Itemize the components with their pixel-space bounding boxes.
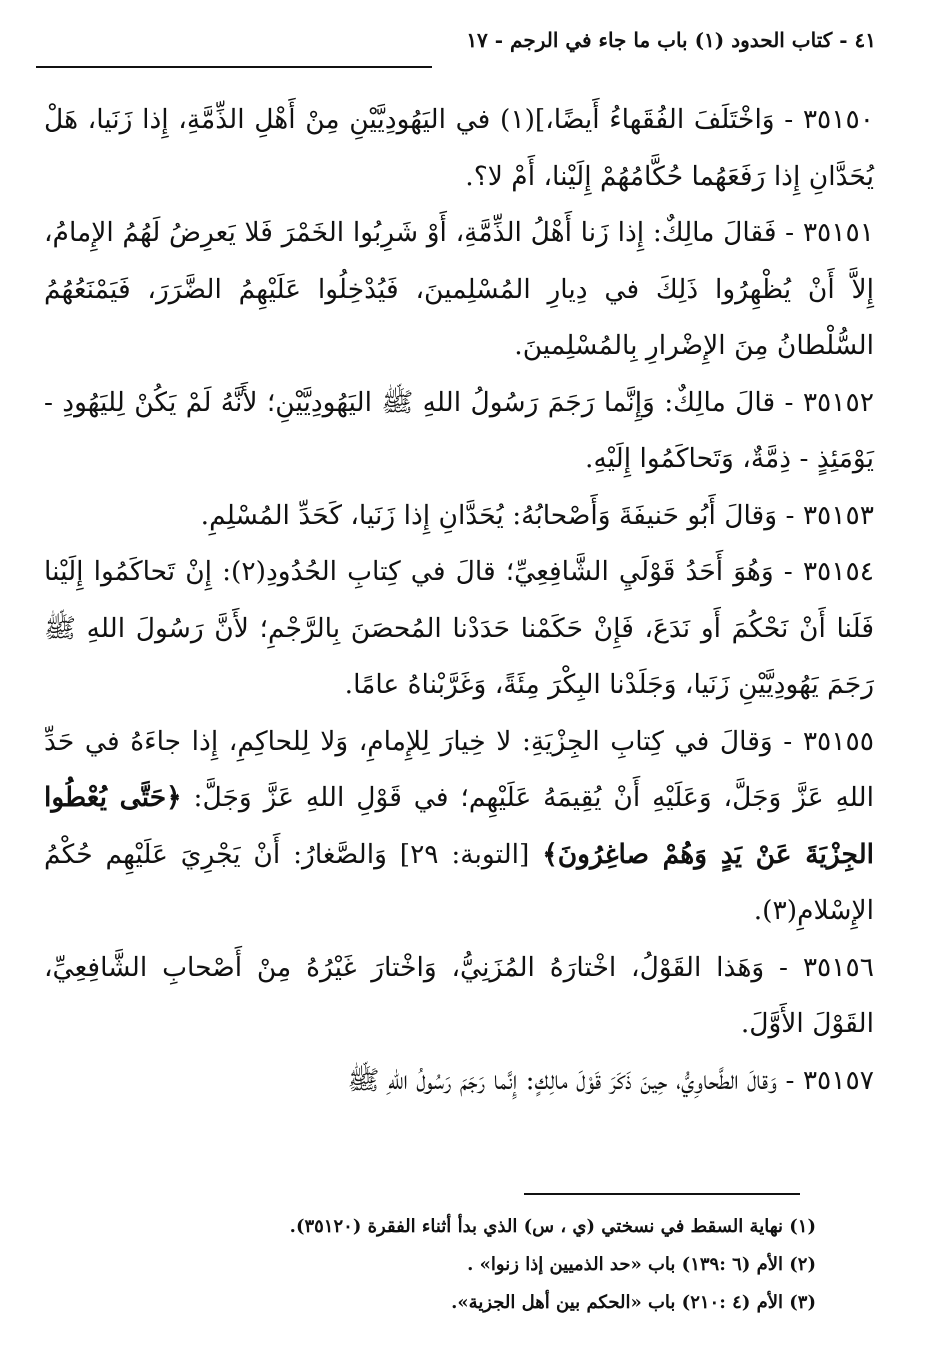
paragraph-35153: ٣٥١٥٣ - وَقالَ أَبُو حَنيفَةَ وَأَصْحابُهُ: يُحَدَّانِ إِذا زَنَيا، كَحَدِّ المُسْلِمِ. [200, 499, 874, 531]
footnote-2: (٢) الأم (٦ :١٣٩) باب «حد الذميين إذا زنوا» . [467, 1254, 816, 1275]
paragraph-35150: ٣٥١٥٠ - وَاخْتَلَفَ الفُقَهاءُ أَيضًا،](١) في اليَهُودِيَّيْنِ مِنْ أَهْلِ الذِّمَّةِ، إِذا زَنَيا، هَلْ يُحَدَّانِ إِذا رَفَعَهُما حُكَّامُهُمْ إِلَيْنا، أَمْ لا؟. [44, 104, 874, 192]
quran-quote: ﴿حَتَّى يُعْطُوا الجِزْيَةَ عَنْ يَدٍ وَهُمْ صاغِرُونَ﴾ [44, 782, 874, 870]
body-text [44, 92, 874, 1109]
footnote-3: (٣) الأم (٤ :٢١٠) باب «الحكم بين أهل الجزية». [451, 1292, 816, 1313]
paragraph-35155 [44, 714, 874, 940]
paragraph-35157: ٣٥١٥٧ - وَقالَ الطَّحاوِيُّ، حِينَ ذَكَرَ قَوْلَ مالِكٍ: إِنَّما رَجَمَ رَسُولُ اللهِ ﷺ [347, 1064, 874, 1096]
footnotes [116, 1208, 816, 1322]
running-header: ٤١ - كتاب الحدود (١) باب ما جاء في الرجم - ١٧ [466, 28, 876, 52]
header-rule [36, 66, 432, 68]
paragraph-35155-citation: [التوبة: ٢٩] وَالصَّغارُ: أَنْ يَجْرِيَ عَلَيْهِم حُكْمُ الإِسْلامِ(٣). [44, 838, 874, 926]
footnote-1: (١) نهاية السقط في نسختي (ي ، س) الذي بدأ أثناء الفقرة (٣٥١٢٠). [289, 1216, 816, 1237]
footnote-rule [524, 1193, 800, 1195]
paragraph-35155-text: ٣٥١٥٥ - وَقالَ في كِتابِ الجِزْيَةِ: لا خِيارَ لِلإِمامِ، وَلا لِلحاكِمِ، إِذا جاءَهُ في حَدِّ اللهِ عَزَّ وَجَلَّ، وَعَلَيْهِ أَنْ يُقِيمَهُ عَلَيْهِم؛ في قَوْلِ اللهِ عَزَّ وَجَلَّ: [44, 725, 874, 813]
paragraph-35151: ٣٥١٥١ - فَقالَ مالِكٌ: إِذا زَنا أَهْلُ الذِّمَّةِ، أَوْ شَرِبُوا الخَمْرَ فَلا يَعرِضُ لَهُمُ الإِمامُ، إِلاَّ أَنْ يُظْهِرُوا ذَلِكَ في دِيارِ المُسْلِمينَ، فَيُدْخِلُوا عَلَيْهِمُ الضَّرَرَ، فَيَمْنَعُهُمُ السُّلْطانُ مِنَ الإِضْرارِ بِالمُسْلِمينَ. [44, 217, 874, 361]
paragraph-35154: ٣٥١٥٤ - وَهُوَ أَحَدُ قَوْلَيِ الشَّافِعِيِّ؛ قالَ في كِتابِ الحُدُودِ(٢): إِنْ تَحاكَمُوا إِلَيْنا فَلَنا أَنْ نَحْكُمَ أَو نَدَعَ، فَإِنْ حَكَمْنا حَدَدْنا المُحصَنَ بِالرَّجْمِ؛ لأَنَّ رَسُولَ اللهِ ﷺ رَجَمَ يَهُودِيَّيْنِ زَنَيا، وَجَلَدْنا البِكْرَ مِئَةً، وَغَرَّبْناهُ عامًا. [44, 556, 874, 700]
paragraph-35156: ٣٥١٥٦ - وَهَذا القَوْلُ، اخْتارَهُ المُزَنِيُّ، وَاخْتارَ غَيْرُهُ مِنْ أَصْحابِ الشَّافِعِيِّ، القَوْلَ الأَوَّلَ. [44, 951, 874, 1039]
paragraph-35152: ٣٥١٥٢ - قالَ مالِكٌ: وَإِنَّما رَجَمَ رَسُولُ اللهِ ﷺ اليَهُودِيَّيْنِ؛ لأَنَّهُ لَمْ يَكُنْ لِليَهُودِ - يَوْمَئِذٍ - ذِمَّةٌ، وَتَحاكَمُوا إِلَيْهِ. [44, 386, 874, 474]
